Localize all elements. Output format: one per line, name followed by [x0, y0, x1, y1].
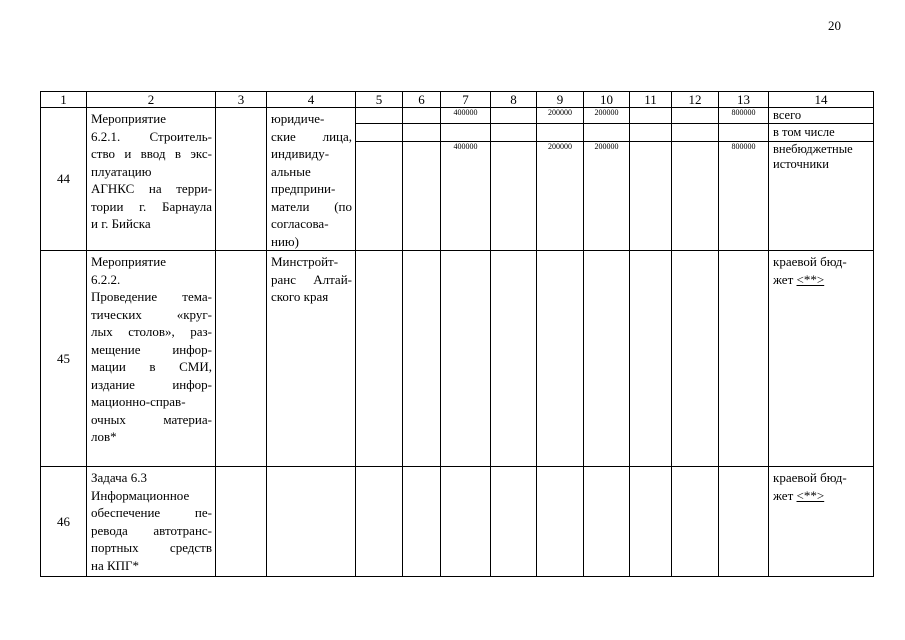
amount-cell: 800000 800000 [719, 108, 769, 251]
empty-cell [267, 467, 356, 577]
row-number: 44 [41, 108, 87, 251]
empty-cell [441, 251, 491, 467]
empty-cell [537, 467, 584, 577]
empty-cell [356, 467, 403, 577]
empty-cell [719, 251, 769, 467]
empty-cell [491, 251, 537, 467]
table-row [41, 467, 874, 577]
amount-cell [356, 108, 403, 251]
empty-cell [719, 467, 769, 577]
funding-source: краевой бюд- жет <**> [769, 467, 874, 577]
funding-source: всего в том числе внебюджетные источники [769, 108, 874, 251]
empty-cell [491, 467, 537, 577]
page-number: 20 [828, 18, 841, 33]
amount-cell [491, 108, 537, 251]
footnote-link[interactable]: <**> [796, 487, 825, 503]
header-cell: 7 [441, 92, 491, 108]
measure-name: Мероприятие 6.2.1. Строитель- ство и ввод в экс- плуатацию АГНКС на терри- тории г. Барнаула и г. Бийска [87, 108, 216, 251]
amount-cell [630, 108, 672, 251]
table-row [41, 108, 874, 251]
empty-cell [356, 251, 403, 467]
amount-cell: 200000 200000 [537, 108, 584, 251]
amount-cell [403, 108, 441, 251]
header-cell: 3 [216, 92, 267, 108]
empty-cell [630, 251, 672, 467]
executor: юридиче- ские лица, индивиду- альные предприни- матели (по согласова- нию) [267, 108, 356, 251]
header-cell: 14 [769, 92, 874, 108]
empty-cell [216, 467, 267, 577]
amount-cell [672, 108, 719, 251]
empty-cell [672, 467, 719, 577]
header-cell: 5 [356, 92, 403, 108]
header-row [41, 92, 874, 108]
program-table [40, 91, 874, 577]
empty-cell [441, 467, 491, 577]
empty-cell [216, 108, 267, 251]
header-cell: 12 [672, 92, 719, 108]
empty-cell [672, 251, 719, 467]
empty-cell [216, 251, 267, 467]
task-name: Задача 6.3 Информационное обеспечение пе- ревода автотранс- портных средств на КПГ* [87, 467, 216, 577]
measure-name: Мероприятие 6.2.2. Проведение тема- тических «круг- лых столов», раз- мещение инфор- мации в СМИ, издание инфор- мационно-справ- очных материа- лов* [87, 251, 216, 467]
row-number: 45 [41, 251, 87, 467]
header-cell: 11 [630, 92, 672, 108]
executor: Минстройт- ранс Алтай- ского края [267, 251, 356, 467]
footnote-link[interactable]: <**> [796, 271, 825, 287]
empty-cell [537, 251, 584, 467]
empty-cell [584, 467, 630, 577]
header-cell: 9 [537, 92, 584, 108]
funding-source: краевой бюд- жет <**> [769, 251, 874, 467]
header-cell: 13 [719, 92, 769, 108]
header-cell: 6 [403, 92, 441, 108]
table-row [41, 251, 874, 467]
amount-cell: 400000 400000 [441, 108, 491, 251]
header-cell: 4 [267, 92, 356, 108]
empty-cell [584, 251, 630, 467]
header-cell: 10 [584, 92, 630, 108]
header-cell: 1 [41, 92, 87, 108]
header-cell: 8 [491, 92, 537, 108]
row-number: 46 [41, 467, 87, 577]
empty-cell [630, 467, 672, 577]
header-cell: 2 [87, 92, 216, 108]
empty-cell [403, 251, 441, 467]
amount-cell: 200000 200000 [584, 108, 630, 251]
empty-cell [403, 467, 441, 577]
